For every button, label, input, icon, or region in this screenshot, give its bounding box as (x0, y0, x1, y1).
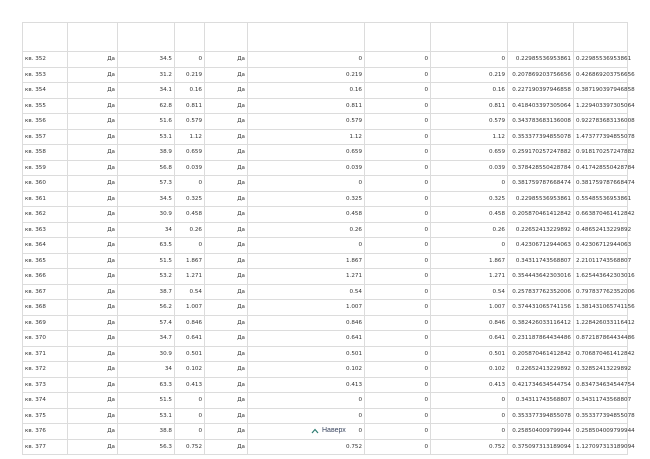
table-cell: 0.659 (248, 145, 365, 161)
table-cell: 0.846 (175, 315, 205, 331)
table-cell: 34.5 (118, 191, 175, 207)
table-cell: Да (68, 176, 118, 192)
table-cell: кв. 357 (23, 129, 68, 145)
table-cell: 0.381759787668474 (574, 176, 628, 192)
table-cell: 0 (248, 238, 365, 254)
table-cell: 0.54 (248, 284, 365, 300)
table-cell: 34 (118, 362, 175, 378)
table-cell: 0 (365, 114, 431, 130)
table-cell: Да (205, 439, 248, 455)
table-cell: 0.501 (431, 346, 508, 362)
table-cell: 1.007 (175, 300, 205, 316)
table-cell: 0 (365, 207, 431, 223)
table-cell: 0.501 (175, 346, 205, 362)
table-cell: 0.258504009799944 (508, 424, 574, 440)
table-cell: 0 (365, 284, 431, 300)
table-cell: 0.257837762352006 (508, 284, 574, 300)
table-row (23, 284, 628, 300)
table-cell: 51.5 (118, 253, 175, 269)
table-cell: кв. 365 (23, 253, 68, 269)
table-cell: 1.229403397305064 (574, 98, 628, 114)
scroll-to-top-button[interactable] (305, 424, 352, 437)
table-cell: 51.5 (118, 393, 175, 409)
table-cell: 0.22652413229892 (508, 222, 574, 238)
table-cell: 0.22985536953861 (574, 52, 628, 68)
table-cell: 0 (365, 191, 431, 207)
table-cell: 0.922783683136008 (574, 114, 628, 130)
table-row (23, 98, 628, 114)
table-cell: 0 (365, 346, 431, 362)
table-cell: Да (205, 145, 248, 161)
table-cell: 0.34311743568807 (508, 393, 574, 409)
table-cell: 0 (248, 408, 365, 424)
table-cell: 0.382426033116412 (508, 315, 574, 331)
table-cell: 0.325 (431, 191, 508, 207)
table-cell: 0 (365, 393, 431, 409)
table-row (23, 52, 628, 68)
table-cell: Да (205, 315, 248, 331)
table-cell: 0.413 (431, 377, 508, 393)
table-cell: 0.579 (431, 114, 508, 130)
table-cell: 0.846 (248, 315, 365, 331)
table-cell: Да (205, 408, 248, 424)
table-cell: 0.659 (175, 145, 205, 161)
table-cell: 38.9 (118, 145, 175, 161)
table-cell: Да (68, 439, 118, 455)
table-cell: 0.48652413229892 (574, 222, 628, 238)
table-cell: 0.039 (248, 160, 365, 176)
table-cell: 34.7 (118, 331, 175, 347)
table-cell: Да (68, 331, 118, 347)
table-cell: Да (68, 269, 118, 285)
table-cell: 1.867 (248, 253, 365, 269)
table-row (23, 439, 628, 455)
table-cell: 30.9 (118, 207, 175, 223)
table-cell: кв. 354 (23, 83, 68, 99)
table-cell: 0 (248, 393, 365, 409)
table-cell: 0 (175, 176, 205, 192)
table-cell: 0.846 (431, 315, 508, 331)
table-cell: кв. 371 (23, 346, 68, 362)
table-cell: Да (68, 362, 118, 378)
table-cell: 38.7 (118, 284, 175, 300)
table-cell: Да (205, 83, 248, 99)
table-cell: 0.353377394855078 (574, 408, 628, 424)
table-cell: кв. 375 (23, 408, 68, 424)
table-cell: 1.127097313189094 (574, 439, 628, 455)
table-row (23, 67, 628, 83)
table-cell: 1.007 (248, 300, 365, 316)
table-row (23, 222, 628, 238)
table-cell: Да (205, 207, 248, 223)
table-row (23, 253, 628, 269)
table-cell: Да (205, 362, 248, 378)
table-cell: 0.102 (248, 362, 365, 378)
table-cell: 1.473777394855078 (574, 129, 628, 145)
table-cell: 0.426869203756656 (574, 67, 628, 83)
table-cell: 0.353377394855078 (508, 408, 574, 424)
table-cell: Да (205, 253, 248, 269)
table-cell: Да (205, 377, 248, 393)
table-row (23, 346, 628, 362)
table-cell: 0.659 (431, 145, 508, 161)
table-cell: 0.811 (248, 98, 365, 114)
table-cell: 0.353377394855078 (508, 129, 574, 145)
table-cell: 0.16 (175, 83, 205, 99)
table-cell: кв. 369 (23, 315, 68, 331)
table-cell: 0 (431, 408, 508, 424)
table-cell: 1.271 (175, 269, 205, 285)
table-cell: кв. 373 (23, 377, 68, 393)
table-cell: 1.867 (175, 253, 205, 269)
table-row (23, 269, 628, 285)
table-cell: 1.228426033116412 (574, 315, 628, 331)
table-cell: 0.039 (431, 160, 508, 176)
table-cell: 0.378428550428784 (508, 160, 574, 176)
table-cell: 0.641 (431, 331, 508, 347)
table-cell: 0.343783683136008 (508, 114, 574, 130)
table-cell: 0.259170257247882 (508, 145, 574, 161)
table-cell: 1.271 (248, 269, 365, 285)
table-row (23, 393, 628, 409)
table-cell: кв. 376 (23, 424, 68, 440)
table-cell: 1.12 (431, 129, 508, 145)
table-cell: 0.55485536953861 (574, 191, 628, 207)
table-cell: 0 (175, 52, 205, 68)
table-cell: 0 (175, 393, 205, 409)
table-cell: 0.34311743568807 (574, 393, 628, 409)
table-cell: Да (68, 315, 118, 331)
table-cell: 0 (365, 176, 431, 192)
table-row (23, 377, 628, 393)
table-cell: 0.16 (248, 83, 365, 99)
table-cell: 57.3 (118, 176, 175, 192)
table-cell: Да (68, 238, 118, 254)
table-cell: 0 (365, 331, 431, 347)
table-cell: 0.752 (175, 439, 205, 455)
table-cell: 0 (365, 408, 431, 424)
table-cell: 0.797837762352006 (574, 284, 628, 300)
table-cell: 0.32852413229892 (574, 362, 628, 378)
table-cell: Да (68, 284, 118, 300)
table-cell: Да (205, 269, 248, 285)
table-cell: 31.2 (118, 67, 175, 83)
table-cell: 0 (365, 129, 431, 145)
table-cell: кв. 352 (23, 52, 68, 68)
table-cell: 0.22652413229892 (508, 362, 574, 378)
table-cell: Да (205, 176, 248, 192)
table-cell: 0.387190397946858 (574, 83, 628, 99)
table-cell: 0.54 (175, 284, 205, 300)
table-row (23, 145, 628, 161)
table-cell: 0.22985536953861 (508, 191, 574, 207)
table-cell: 53.1 (118, 408, 175, 424)
table-row (23, 315, 628, 331)
table-cell: Да (68, 98, 118, 114)
table-cell: Да (205, 129, 248, 145)
table-cell: Да (205, 98, 248, 114)
table-cell: Да (205, 424, 248, 440)
table-cell: 0 (431, 52, 508, 68)
table-cell: 0 (175, 238, 205, 254)
table-cell: кв. 372 (23, 362, 68, 378)
table-cell: кв. 377 (23, 439, 68, 455)
table-cell: 0 (365, 83, 431, 99)
table-cell: 0.102 (431, 362, 508, 378)
table-cell: 0.811 (175, 98, 205, 114)
table-cell: 0.54 (431, 284, 508, 300)
table-cell: кв. 374 (23, 393, 68, 409)
table-cell: 0.641 (175, 331, 205, 347)
table-cell: 0.26 (248, 222, 365, 238)
table-cell: 0.42306712944063 (574, 238, 628, 254)
table-cell: 30.9 (118, 346, 175, 362)
table-cell: 0.102 (175, 362, 205, 378)
table-cell: Да (205, 346, 248, 362)
table-cell: 56.3 (118, 439, 175, 455)
table-row (23, 83, 628, 99)
scroll-to-top-label: Наверх (322, 427, 346, 434)
table-cell: Да (68, 300, 118, 316)
table-row (23, 300, 628, 316)
table-cell: кв. 356 (23, 114, 68, 130)
chevron-up-icon (311, 428, 319, 434)
table-cell: кв. 362 (23, 207, 68, 223)
table-cell: Да (68, 191, 118, 207)
table-cell: кв. 363 (23, 222, 68, 238)
table-cell: 0.752 (431, 439, 508, 455)
table-cell: 62.8 (118, 98, 175, 114)
table-cell: кв. 355 (23, 98, 68, 114)
table-cell: 0 (365, 362, 431, 378)
table-cell: 1.12 (248, 129, 365, 145)
table-row (23, 176, 628, 192)
table-cell: 0.458 (431, 207, 508, 223)
table-row (23, 191, 628, 207)
table-cell: 1.12 (175, 129, 205, 145)
table-row (23, 160, 628, 176)
table-cell: кв. 361 (23, 191, 68, 207)
table-cell: 0.458 (248, 207, 365, 223)
table-cell: Да (68, 253, 118, 269)
table-cell: 0.501 (248, 346, 365, 362)
table-cell: 0.34311743568807 (508, 253, 574, 269)
table-cell: Да (205, 222, 248, 238)
table-cell: 0.381759787668474 (508, 176, 574, 192)
table-cell: 34.5 (118, 52, 175, 68)
table-cell: 63.3 (118, 377, 175, 393)
table-cell: 0 (431, 176, 508, 192)
table-cell: 1.625443642303016 (574, 269, 628, 285)
table-cell: 0.219 (248, 67, 365, 83)
table-cell: Да (68, 52, 118, 68)
table-cell: 0.231187864434486 (508, 331, 574, 347)
table-cell: 0 (248, 424, 365, 440)
table-cell: 0 (365, 300, 431, 316)
table-cell: Да (205, 331, 248, 347)
table-cell: 2.21011743568807 (574, 253, 628, 269)
table-cell: 0 (365, 98, 431, 114)
table-cell: 0.16 (431, 83, 508, 99)
table-cell: 0 (365, 145, 431, 161)
table-cell: 1.381431065741156 (574, 300, 628, 316)
table-cell: Да (68, 160, 118, 176)
table-cell: 0.258504009799944 (574, 424, 628, 440)
table-cell: 0.834734634544754 (574, 377, 628, 393)
table-cell: Да (68, 67, 118, 83)
table-cell: 0 (365, 269, 431, 285)
table-cell: Да (68, 129, 118, 145)
table-cell: 63.5 (118, 238, 175, 254)
table-cell: Да (68, 408, 118, 424)
table-cell: Да (205, 191, 248, 207)
table-row (23, 408, 628, 424)
table-cell: 0 (431, 393, 508, 409)
table-cell: 0.26 (175, 222, 205, 238)
table-cell: кв. 360 (23, 176, 68, 192)
table-cell: 0.325 (248, 191, 365, 207)
table-cell: Да (68, 377, 118, 393)
table-cell: 0.663870461412842 (574, 207, 628, 223)
table-cell: 0.219 (431, 67, 508, 83)
table-cell: 0.375097313189094 (508, 439, 574, 455)
table-cell: 56.2 (118, 300, 175, 316)
table-cell: Да (205, 300, 248, 316)
table-cell: 0.752 (248, 439, 365, 455)
table-cell: 0.458 (175, 207, 205, 223)
table-row (23, 331, 628, 347)
table-cell: кв. 358 (23, 145, 68, 161)
table-cell: 1.007 (431, 300, 508, 316)
table-cell: Да (205, 238, 248, 254)
table-cell: Да (68, 393, 118, 409)
table-cell: 0 (365, 238, 431, 254)
table-row (23, 207, 628, 223)
table-cell: 1.271 (431, 269, 508, 285)
table-cell: 0 (365, 67, 431, 83)
table-cell: кв. 368 (23, 300, 68, 316)
table-cell: 0.418403397305064 (508, 98, 574, 114)
table-cell: 0 (365, 377, 431, 393)
table-cell: 1.867 (431, 253, 508, 269)
table-cell: Да (68, 83, 118, 99)
spreadsheet-table (22, 22, 635, 450)
table-cell: 0.354443642303016 (508, 269, 574, 285)
table-row (23, 238, 628, 254)
table-cell: 0.374431065741156 (508, 300, 574, 316)
table-cell: 0.811 (431, 98, 508, 114)
table-cell: 0.205870461412842 (508, 346, 574, 362)
table-cell: Да (205, 67, 248, 83)
table-cell: 0 (365, 424, 431, 440)
table-cell: кв. 367 (23, 284, 68, 300)
table-cell: 0.641 (248, 331, 365, 347)
table-cell: 38.8 (118, 424, 175, 440)
table-cell: 0.872187864434486 (574, 331, 628, 347)
table-cell: 0 (365, 160, 431, 176)
table-cell: Да (68, 346, 118, 362)
table-cell: Да (205, 160, 248, 176)
table-cell: 0.22985536953861 (508, 52, 574, 68)
table-cell: 56.8 (118, 160, 175, 176)
table-cell: Да (205, 52, 248, 68)
table-header-row (23, 23, 628, 52)
table-cell: кв. 364 (23, 238, 68, 254)
table-cell: Да (68, 207, 118, 223)
table-cell: 0 (365, 253, 431, 269)
table-cell: 0 (248, 176, 365, 192)
table-cell: Да (205, 114, 248, 130)
table-cell: 0.706870461412842 (574, 346, 628, 362)
table-row (23, 362, 628, 378)
table-cell: Да (68, 145, 118, 161)
table-cell: 0 (175, 408, 205, 424)
table-cell: 0.42306712944063 (508, 238, 574, 254)
table-cell: 0 (365, 52, 431, 68)
table-cell: 34 (118, 222, 175, 238)
table-cell: Да (68, 424, 118, 440)
table-row (23, 114, 628, 130)
table-cell: 53.2 (118, 269, 175, 285)
table-cell: 53.1 (118, 129, 175, 145)
table-cell: 0 (431, 238, 508, 254)
table-cell: 0 (175, 424, 205, 440)
table-cell: 0 (365, 439, 431, 455)
table-cell: 0 (365, 315, 431, 331)
table-cell: 0.421734634544754 (508, 377, 574, 393)
table-cell: 0.579 (175, 114, 205, 130)
table-cell: 0 (248, 52, 365, 68)
table-row (23, 129, 628, 145)
table-cell: 0.227190397946858 (508, 83, 574, 99)
table-cell: кв. 366 (23, 269, 68, 285)
table-cell: Да (205, 393, 248, 409)
table-cell: 57.4 (118, 315, 175, 331)
table-cell: 0.413 (248, 377, 365, 393)
table-cell: 0.417428550428784 (574, 160, 628, 176)
table-cell: 0.918170257247882 (574, 145, 628, 161)
table-cell: 0.207869203756656 (508, 67, 574, 83)
table-cell: 0.039 (175, 160, 205, 176)
table-cell: Да (205, 284, 248, 300)
table-cell: Да (68, 222, 118, 238)
table-cell: 51.6 (118, 114, 175, 130)
table-cell: 0.205870461412842 (508, 207, 574, 223)
table-cell: 34.1 (118, 83, 175, 99)
table-cell: 0.579 (248, 114, 365, 130)
table-cell: 0 (431, 424, 508, 440)
table-cell: кв. 359 (23, 160, 68, 176)
table-cell: 0.26 (431, 222, 508, 238)
table-cell: 0 (365, 222, 431, 238)
table-cell: Да (68, 114, 118, 130)
table-cell: 0.325 (175, 191, 205, 207)
table-cell: 0.413 (175, 377, 205, 393)
table-cell: 0.219 (175, 67, 205, 83)
table-cell: кв. 353 (23, 67, 68, 83)
table-cell: кв. 370 (23, 331, 68, 347)
